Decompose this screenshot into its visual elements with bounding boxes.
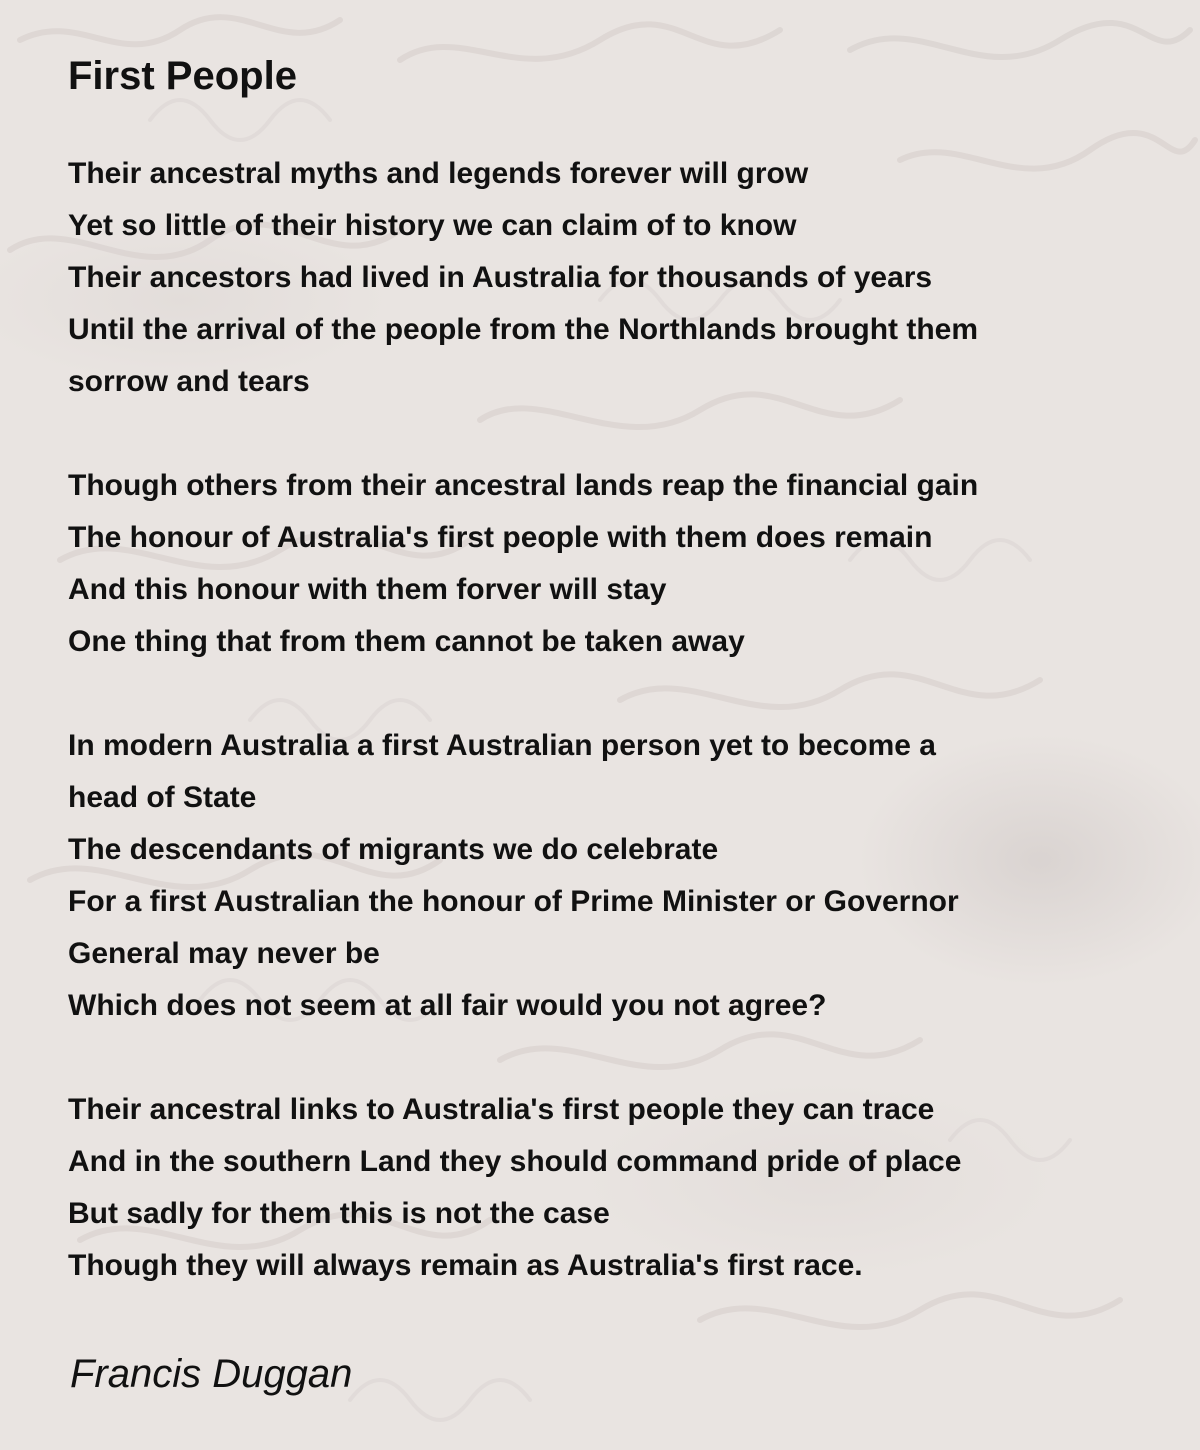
poem-line: For a first Australian the honour of Prime Minister or Governor xyxy=(68,885,959,918)
stanza-4 xyxy=(68,1084,1148,1292)
poem-line: And in the southern Land they should command pride of place xyxy=(68,1145,962,1178)
poem-line: The descendants of migrants we do celebrate xyxy=(68,833,719,866)
poem-line: sorrow and tears xyxy=(68,365,310,398)
poem-line: Their ancestral myths and legends forever will grow xyxy=(68,157,809,190)
stanza-1 xyxy=(68,148,1148,408)
poem-line: And this honour with them forver will stay xyxy=(68,573,667,606)
author-name: Francis Duggan xyxy=(70,1352,353,1396)
poem-line: General may never be xyxy=(68,937,380,970)
poem-line: One thing that from them cannot be taken away xyxy=(68,625,745,658)
poem-line: Their ancestral links to Australia's first people they can trace xyxy=(68,1093,935,1126)
poem-title: First People xyxy=(68,54,297,98)
poem-line: In modern Australia a first Australian person yet to become a xyxy=(68,729,936,762)
poem-line: Though others from their ancestral lands reap the financial gain xyxy=(68,469,979,502)
poem-line: The honour of Australia's first people with them does remain xyxy=(68,521,933,554)
poem-line: head of State xyxy=(68,781,257,814)
stanza-3 xyxy=(68,720,1148,1032)
stanza-2 xyxy=(68,460,1148,668)
poem-line: Yet so little of their history we can claim of to know xyxy=(68,209,797,242)
poem-line: But sadly for them this is not the case xyxy=(68,1197,610,1230)
poem-line: Though they will always remain as Australia's first race. xyxy=(68,1249,863,1282)
poem-line: Until the arrival of the people from the Northlands brought them xyxy=(68,313,979,346)
poem-line: Which does not seem at all fair would you not agree? xyxy=(68,989,827,1022)
poem-line: Their ancestors had lived in Australia for thousands of years xyxy=(68,261,933,294)
